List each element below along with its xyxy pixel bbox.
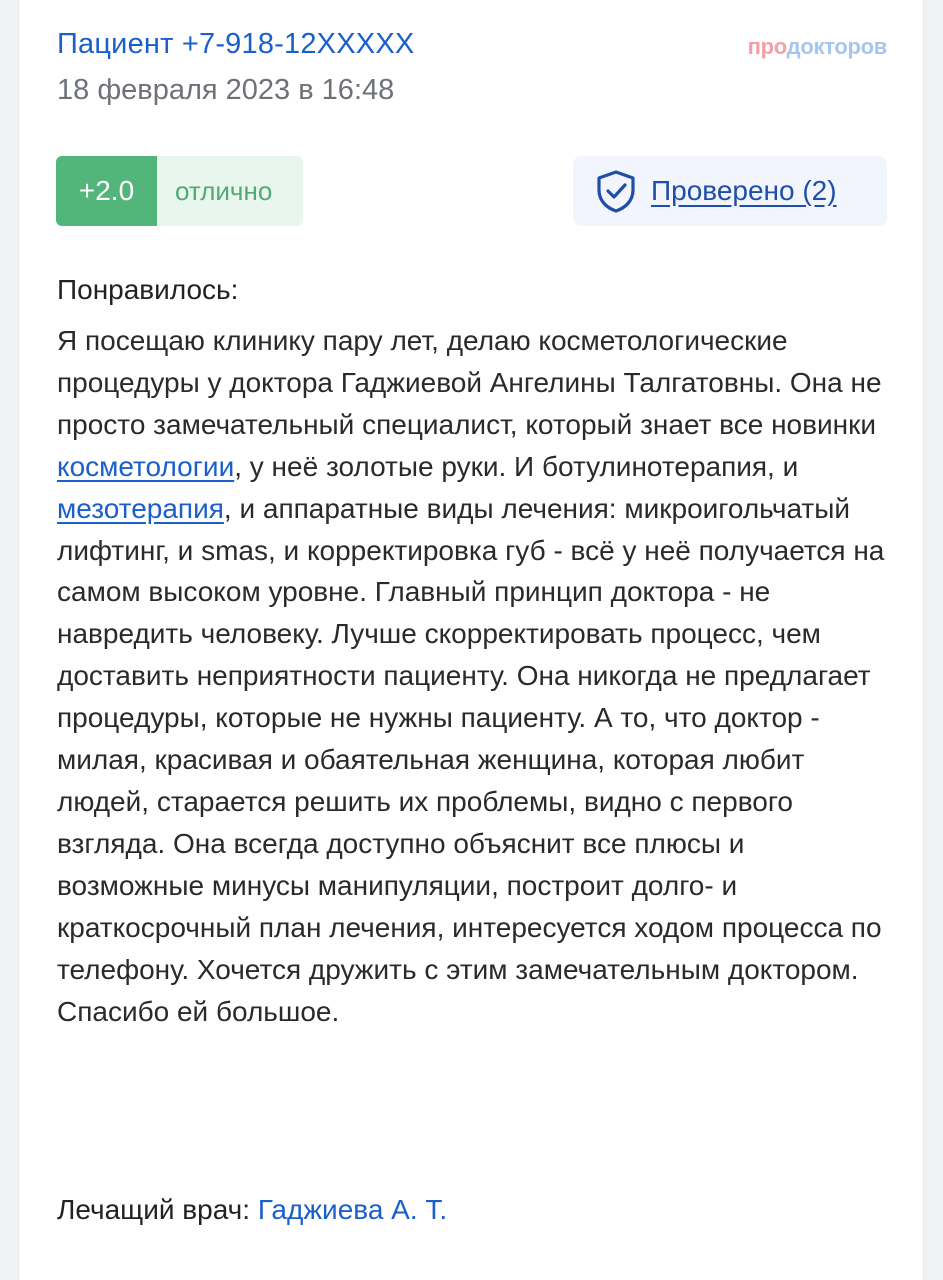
attending-doctor: [57, 1194, 447, 1226]
author-link[interactable]: Пациент +7-918-12XXXXX: [57, 28, 415, 60]
brand-logo-part2: докторов: [786, 34, 887, 59]
doctor-label: Лечащий врач:: [57, 1194, 251, 1225]
verified-button[interactable]: [573, 156, 887, 226]
rating-label: отлично: [175, 175, 273, 206]
review-text: [57, 320, 897, 1032]
review-card: [18, 0, 924, 1280]
brand-logo[interactable]: [748, 34, 887, 60]
review-text-part-3: , и аппаратные виды лечения: микроигольчатый лифтинг, и smas, и корректировка губ - всё у неё получается на самом высоком уровне. Главный принцип доктора - не навредить человеку. Лучше скорректировать процесс, чем доставить неприятности пациенту. Она никогда не предлагает процедуры, которые не нужны пациенту. А то, что доктор - милая, красивая и обаятельная женщина, которая любит людей, старается решить их проблемы, видно с первого взгляда. Она всегда доступно объяснит все плюсы и возможные минусы манипуляции, построит долго- и краткосрочный план лечения, интересуется ходом процесса по телефону. Хочется дружить с этим замечательным доктором. Спасибо ей большое.: [57, 492, 885, 1027]
mesotherapy-link[interactable]: мезотерапия: [57, 492, 224, 524]
shield-check-icon: [595, 169, 637, 213]
review-text-part-1: Я посещаю клинику пару лет, делаю косметологические процедуры у доктора Гаджиевой Ангелины Талгатовны. Она не просто замечательный специалист, который знает все новинки: [57, 325, 882, 440]
review-date: 18 февраля 2023 в 16:48: [57, 74, 395, 106]
rating-score: +2.0: [56, 156, 157, 226]
verified-label[interactable]: Проверено (2): [651, 175, 837, 206]
review-text-part-2: , у неё золотые руки. И ботулинотерапия, и: [234, 450, 799, 482]
doctor-link[interactable]: Гаджиева А. Т.: [257, 1194, 448, 1225]
brand-logo-part1: про: [747, 34, 787, 59]
liked-section-title: Понравилось:: [57, 274, 239, 305]
cosmetology-link[interactable]: косметологии: [57, 450, 235, 482]
rating-badge: [56, 156, 303, 226]
